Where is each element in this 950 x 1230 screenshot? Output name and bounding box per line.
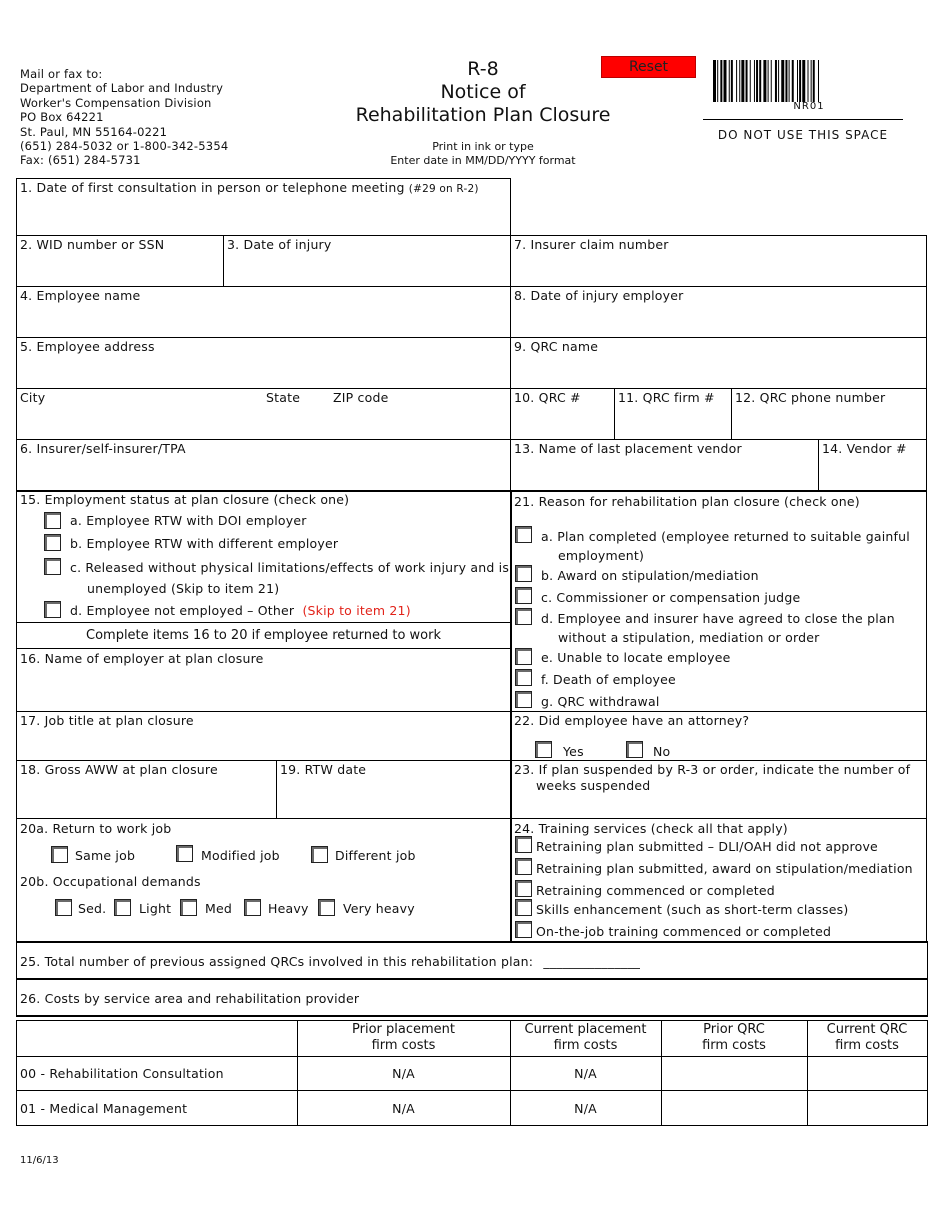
closure-reason-b-checkbox[interactable]: [515, 565, 532, 582]
mail-line: Worker's Compensation Division: [20, 95, 212, 110]
cost-header-line: firm costs: [553, 1038, 618, 1053]
rule: [223, 235, 224, 286]
employee-address-input[interactable]: [20, 358, 505, 384]
barcode-bar: [736, 60, 737, 102]
rule: [16, 491, 17, 942]
attorney-yes-checkbox[interactable]: [535, 741, 552, 758]
rule: [16, 648, 511, 649]
closure-reason-e-label: e. Unable to locate employee: [541, 650, 731, 665]
form-title-line1: Notice of: [440, 81, 526, 103]
city-label: City: [20, 390, 46, 405]
rule: [16, 1090, 928, 1091]
sedentary-checkbox[interactable]: [55, 899, 72, 916]
barcode-bar: [778, 60, 779, 102]
medium-label: Med: [205, 901, 233, 916]
employment-status-d-checkbox[interactable]: [44, 601, 61, 618]
closure-reason-f-checkbox[interactable]: [515, 669, 532, 686]
mail-line: Fax: (651) 284-5731: [20, 153, 141, 168]
barcode-bar: [750, 60, 751, 102]
attorney-no-label: No: [653, 744, 671, 759]
very-heavy-checkbox[interactable]: [318, 899, 335, 916]
wid-ssn-input[interactable]: [20, 256, 218, 282]
closure-reason-c-label: c. Commissioner or compensation judge: [541, 590, 801, 605]
cost-cell: N/A: [574, 1101, 597, 1116]
job-title-input[interactable]: [20, 732, 505, 756]
section-22-title: 22. Did employee have an attorney?: [514, 713, 750, 728]
employment-status-c-label-cont: unemployed (Skip to item 21): [87, 581, 280, 596]
closure-employer-input[interactable]: [20, 672, 505, 706]
rule: [276, 760, 277, 818]
barcode-bar: [768, 60, 769, 102]
barcode-bar: [746, 60, 748, 102]
cost-header-line: firm costs: [371, 1038, 436, 1053]
field-4-label: 4. Employee name: [20, 288, 141, 303]
cost-current-qrc-00-input[interactable]: [811, 1060, 923, 1086]
qrc-name-input[interactable]: [514, 358, 922, 384]
qrc-firm-number-input[interactable]: [618, 409, 727, 435]
training-5-checkbox[interactable]: [515, 921, 532, 938]
injury-employer-input[interactable]: [514, 307, 922, 333]
training-3-label: Retraining commenced or completed: [536, 883, 775, 898]
rule: [16, 439, 927, 440]
rule: [16, 711, 927, 712]
training-4-label: Skills enhancement (such as short-term classes): [536, 902, 849, 917]
weeks-suspended-input[interactable]: [650, 778, 920, 814]
rule: [510, 491, 512, 942]
closure-reason-a-checkbox[interactable]: [515, 526, 532, 543]
cost-cell: N/A: [392, 1066, 415, 1081]
same-job-label: Same job: [75, 848, 136, 863]
city-input[interactable]: [20, 409, 260, 435]
cost-prior-qrc-00-input[interactable]: [665, 1060, 803, 1086]
gross-aww-input[interactable]: [20, 782, 272, 814]
rule: [16, 1015, 928, 1017]
instruction-date: Enter date in MM/DD/YYYY format: [390, 154, 576, 167]
section-23-title-cont: weeks suspended: [536, 778, 651, 793]
closure-reason-d-label-cont: without a stipulation, mediation or order: [558, 630, 820, 645]
barcode-bar: [771, 60, 772, 102]
rule: [731, 388, 732, 439]
barcode-bar: [808, 60, 809, 102]
field-12-label: 12. QRC phone number: [735, 390, 886, 405]
barcode-bar: [713, 60, 716, 102]
section-24-title: 24. Training services (check all that apply): [514, 821, 788, 836]
cost-cell: N/A: [392, 1101, 415, 1116]
cost-header-prior-placement: [297, 1022, 510, 1054]
section-18-label: 18. Gross AWW at plan closure: [20, 762, 218, 777]
employee-name-input[interactable]: [20, 307, 505, 333]
rule: [614, 388, 615, 439]
cost-row-label: 00 - Rehabilitation Consultation: [20, 1066, 224, 1081]
section-20a-title: 20a. Return to work job: [20, 821, 172, 836]
complete-items-note: Complete items 16 to 20 if employee returned to work: [86, 628, 441, 643]
section-25-text: 25. Total number of previous assigned QRCs involved in this rehabilitation plan:: [20, 954, 534, 969]
rule: [16, 337, 927, 338]
barcode-bar: [756, 60, 758, 102]
section-17-label: 17. Job title at plan closure: [20, 713, 194, 728]
barcode-bar: [781, 60, 784, 102]
barcode-bar: [802, 60, 805, 102]
cost-header-current-placement: [510, 1022, 661, 1054]
modified-job-label: Modified job: [201, 848, 280, 863]
rule: [927, 1020, 928, 1126]
barcode-bar: [792, 60, 794, 102]
first-consultation-date-input[interactable]: [20, 200, 505, 230]
mail-line: (651) 284-5032 or 1-800-342-5354: [20, 139, 229, 154]
employment-status-c-checkbox[interactable]: [44, 558, 61, 575]
cost-prior-qrc-01-input[interactable]: [665, 1094, 803, 1121]
zip-label: ZIP code: [333, 390, 389, 405]
rtw-date-input[interactable]: [280, 782, 505, 814]
barcode-bar: [785, 60, 787, 102]
cost-header-prior-qrc: [661, 1022, 807, 1054]
cost-header-line: Current placement: [524, 1022, 647, 1037]
field-8-label: 8. Date of injury employer: [514, 288, 684, 303]
rule: [16, 388, 927, 389]
rule: [16, 1020, 17, 1126]
injury-date-input[interactable]: [227, 256, 505, 282]
cost-cell: N/A: [574, 1066, 597, 1081]
field-13-label: 13. Name of last placement vendor: [514, 441, 742, 456]
barcode-bar: [739, 60, 740, 102]
rule: [926, 491, 927, 942]
barcode-bar: [775, 60, 777, 102]
barcode-bar: [818, 60, 819, 102]
different-job-label: Different job: [335, 848, 416, 863]
closure-reason-d-label: d. Employee and insurer have agreed to close the plan: [541, 611, 895, 626]
rule: [16, 1020, 928, 1021]
section-15-title: 15. Employment status at plan closure (check one): [20, 492, 350, 507]
section-26-label: 26. Costs by service area and rehabilitation provider: [20, 991, 360, 1006]
rule: [16, 941, 928, 943]
qrc-phone-input[interactable]: [735, 409, 922, 435]
zip-input[interactable]: [333, 409, 505, 435]
training-1-label: Retraining plan submitted – DLI/OAH did not approve: [536, 839, 878, 854]
barcode-bar: [717, 60, 718, 102]
mail-line: Mail or fax to:: [20, 67, 103, 81]
rule: [16, 818, 927, 819]
training-3-checkbox[interactable]: [515, 880, 532, 897]
reset-button[interactable]: Reset: [601, 56, 696, 78]
barcode-bar: [799, 60, 801, 102]
employment-status-b-checkbox[interactable]: [44, 534, 61, 551]
cost-header-line: Current QRC: [826, 1022, 908, 1037]
office-use-rule: [703, 119, 903, 120]
section-16-label: 16. Name of employer at plan closure: [20, 651, 264, 666]
employment-status-a-checkbox[interactable]: [44, 512, 61, 529]
form-number: R-8: [467, 58, 499, 80]
closure-reason-g-checkbox[interactable]: [515, 691, 532, 708]
barcode-text: NR01: [793, 101, 825, 112]
barcode-bar: [741, 60, 744, 102]
employment-status-c-label: c. Released without physical limitations/effects of work injury and is: [70, 560, 510, 575]
barcode-bar: [724, 60, 727, 102]
barcode-image: [713, 60, 905, 102]
rule: [818, 439, 819, 490]
field-14-label: 14. Vendor #: [822, 441, 907, 456]
closure-reason-c-checkbox[interactable]: [515, 587, 532, 604]
closure-reason-d-checkbox[interactable]: [515, 608, 532, 625]
different-job-checkbox[interactable]: [311, 846, 328, 863]
state-label: State: [266, 390, 301, 405]
closure-reason-f-label: f. Death of employee: [541, 672, 676, 687]
cost-header-line: firm costs: [702, 1038, 766, 1053]
rule: [16, 1125, 928, 1126]
rule: [16, 760, 927, 761]
field-1-label: [20, 180, 479, 195]
barcode-bar: [813, 60, 815, 102]
cost-header-current-qrc: [807, 1022, 927, 1054]
closure-reason-b-label: b. Award on stipulation/mediation: [541, 568, 759, 583]
closure-reason-a-label-cont: employment): [558, 548, 645, 563]
previous-qrcs-input[interactable]: [522, 949, 637, 973]
section-25-blank: _______________: [543, 954, 641, 969]
office-use-label: DO NOT USE THIS SPACE: [717, 128, 889, 142]
vendor-number-input[interactable]: [822, 460, 922, 486]
section-20b-title: 20b. Occupational demands: [20, 874, 201, 889]
employment-status-b-label: b. Employee RTW with different employer: [70, 536, 339, 551]
barcode-bar: [759, 60, 761, 102]
very-heavy-label: Very heavy: [343, 901, 415, 916]
field-10-label: 10. QRC #: [514, 390, 581, 405]
barcode-bar: [789, 60, 790, 102]
field-3-label: 3. Date of injury: [227, 237, 332, 252]
rule: [926, 235, 927, 491]
insurer-tpa-input[interactable]: [20, 460, 505, 486]
state-input[interactable]: [266, 409, 326, 435]
insurer-claim-number-input[interactable]: [514, 256, 922, 282]
instruction-ink: Print in ink or type: [432, 140, 534, 153]
training-2-checkbox[interactable]: [515, 858, 532, 875]
heavy-label: Heavy: [268, 901, 309, 916]
training-5-label: On-the-job training commenced or completed: [536, 924, 832, 939]
cost-row-label: 01 - Medical Management: [20, 1101, 188, 1116]
training-2-label: Retraining plan submitted, award on stipulation/mediation: [536, 861, 913, 876]
same-job-checkbox[interactable]: [51, 846, 68, 863]
employment-status-a-label: a. Employee RTW with DOI employer: [70, 513, 307, 528]
rule: [16, 235, 927, 236]
rule: [16, 178, 17, 491]
rule: [510, 178, 511, 491]
field-11-label: 11. QRC firm #: [618, 390, 715, 405]
rule: [16, 978, 928, 980]
training-1-checkbox[interactable]: [515, 836, 532, 853]
mail-line: Department of Labor and Industry: [20, 81, 224, 96]
rule: [16, 1056, 928, 1057]
sedentary-label: Sed.: [78, 901, 107, 916]
training-4-checkbox[interactable]: [515, 899, 532, 916]
closure-reason-e-checkbox[interactable]: [515, 648, 532, 665]
rule: [16, 622, 511, 623]
cost-header-line: firm costs: [835, 1038, 899, 1053]
rule: [16, 286, 927, 287]
field-2-label: 2. WID number or SSN: [20, 237, 165, 252]
field-7-label: 7. Insurer claim number: [514, 237, 669, 252]
modified-job-checkbox[interactable]: [176, 845, 193, 862]
barcode-bar: [720, 60, 722, 102]
mail-line: PO Box 64221: [20, 110, 104, 125]
barcode-bar: [763, 60, 766, 102]
skip-note: (Skip to item 21): [302, 603, 411, 618]
barcode-bar: [811, 60, 812, 102]
cost-header-line: Prior placement: [352, 1022, 455, 1037]
cost-header-line: Prior QRC: [703, 1022, 765, 1037]
mail-line: St. Paul, MN 55164-0221: [20, 124, 168, 139]
placement-vendor-input[interactable]: [514, 460, 814, 486]
form-title-line2: Rehabilitation Plan Closure: [355, 104, 611, 126]
light-label: Light: [139, 901, 172, 916]
attorney-yes-label: Yes: [563, 744, 584, 759]
closure-reason-g-label: g. QRC withdrawal: [541, 694, 660, 709]
section-21-title: 21. Reason for rehabilitation plan closure (check one): [514, 494, 860, 509]
revision-date: 11/6/13: [20, 1155, 59, 1166]
field-1-note: (#29 on R-2): [408, 183, 479, 195]
section-23-title: 23. If plan suspended by R-3 or order, indicate the number of: [514, 762, 911, 777]
barcode-bar: [754, 60, 755, 102]
mailing-address: [20, 67, 228, 168]
barcode-bar: [729, 60, 730, 102]
cost-current-qrc-01-input[interactable]: [811, 1094, 923, 1121]
employment-status-d-text: d. Employee not employed – Other: [70, 603, 295, 618]
barcode-bar: [797, 60, 798, 102]
employment-status-d-label: [70, 603, 411, 618]
heavy-checkbox[interactable]: [244, 899, 261, 916]
rule: [16, 178, 511, 179]
medium-checkbox[interactable]: [180, 899, 197, 916]
closure-reason-a-label: a. Plan completed (employee returned to suitable gainful: [541, 529, 910, 544]
field-9-label: 9. QRC name: [514, 339, 599, 354]
section-19-label: 19. RTW date: [280, 762, 367, 777]
qrc-number-input[interactable]: [514, 409, 610, 435]
field-5-label: 5. Employee address: [20, 339, 155, 354]
field-6-label: 6. Insurer/self-insurer/TPA: [20, 441, 186, 456]
attorney-no-checkbox[interactable]: [626, 741, 643, 758]
light-checkbox[interactable]: [114, 899, 131, 916]
barcode-bar: [731, 60, 733, 102]
field-1-text: 1. Date of first consultation in person or telephone meeting: [20, 180, 405, 195]
